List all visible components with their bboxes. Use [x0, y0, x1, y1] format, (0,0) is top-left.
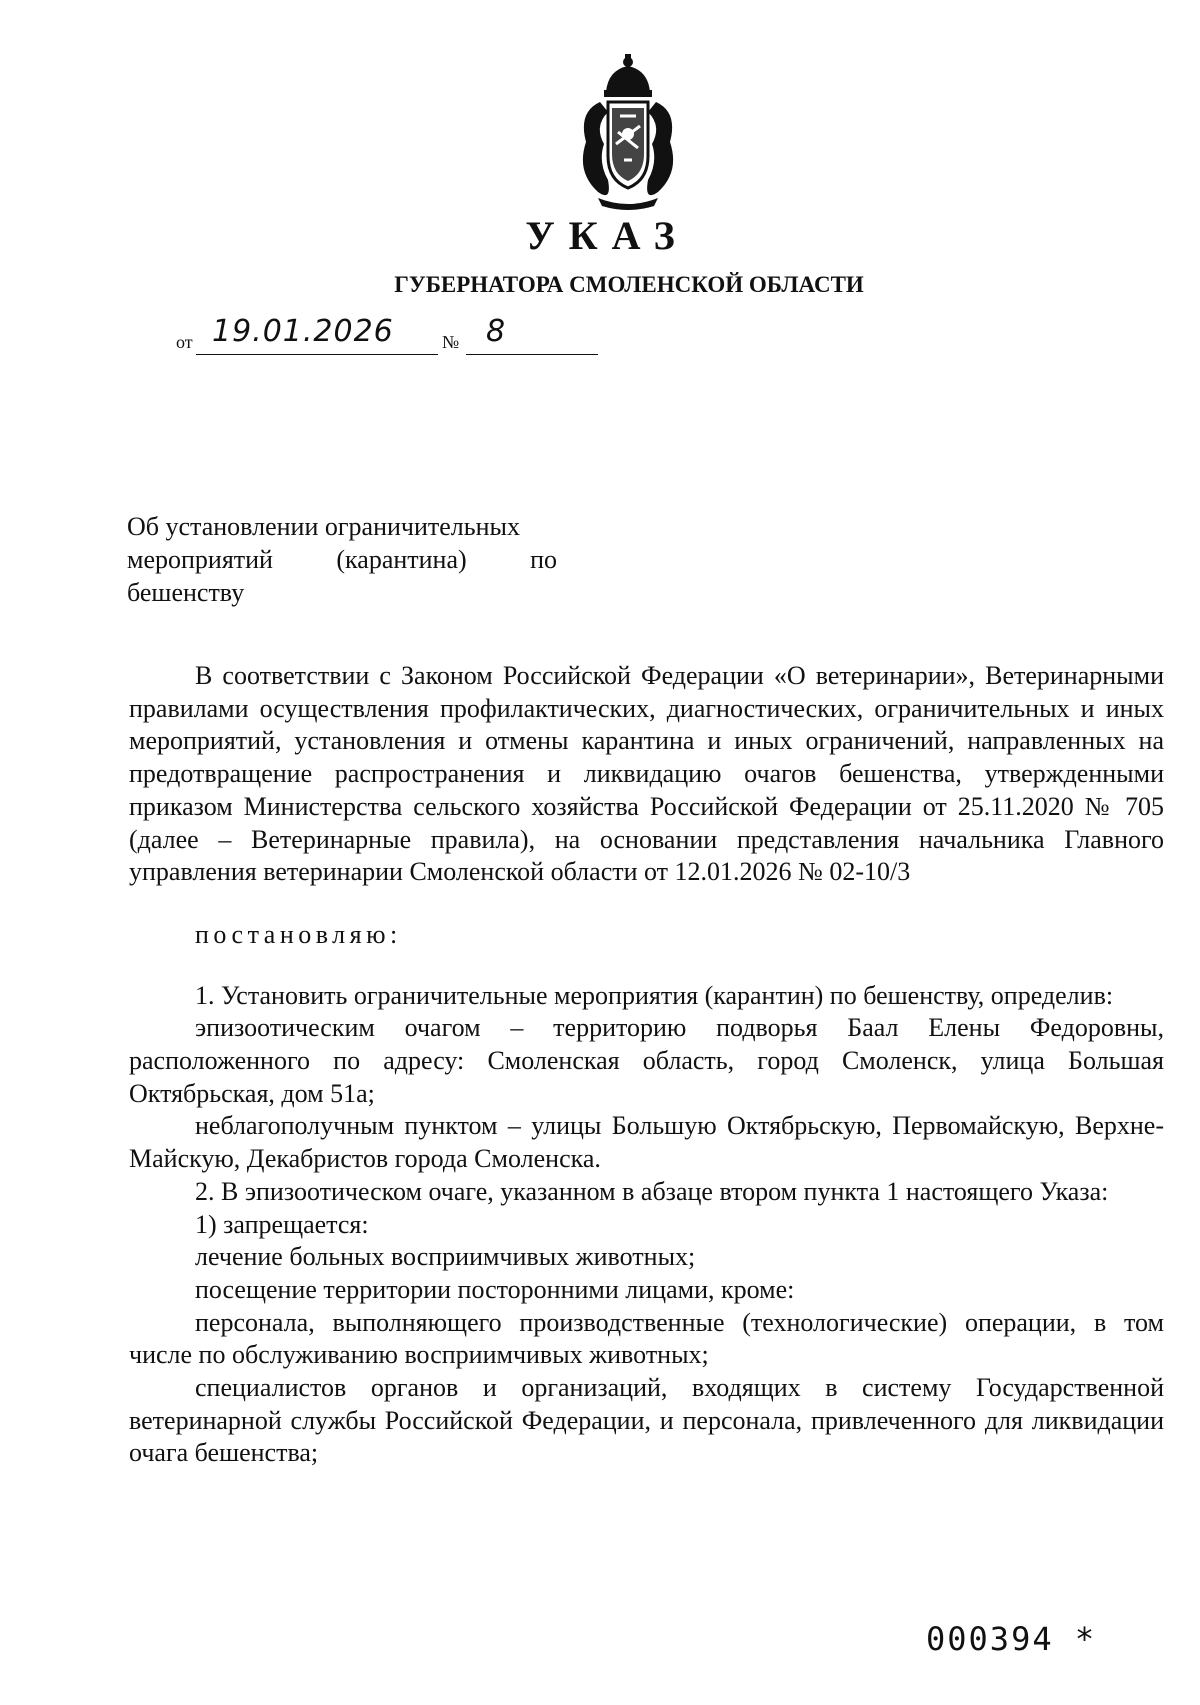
date-number-line [176, 314, 606, 362]
subject-line: Об установлении ограничительных [127, 512, 521, 541]
document-subtitle: ГУБЕРНАТОРА СМОЛЕНСКОЙ ОБЛАСТИ [394, 272, 864, 297]
subject-line: бешенству [127, 578, 245, 607]
preamble-paragraph: В соответствии с Законом Российской Федерации «О ветеринарии», Ветеринарными правилами осуществления профилактических, диагностических, ограничительных и иных мероприятий, установления и отмены карантина и иных ограничений, направленных на предотвращение распространения и ликвидацию очагов бешенства, утвержденными приказом Министерства сельского хозяйства Российской Федерации от 25.11.2020 № 705 (далее – Ветеринарные правила), на основании представления начальника Главного управления ветеринарии Смоленской области от 12.01.2026 № 02-10/3 [129, 661, 1164, 887]
handwritten-number: 8 [486, 314, 506, 349]
document-title: УКАЗ [525, 213, 689, 258]
date-underline [196, 354, 438, 355]
number-underline [466, 354, 598, 355]
clause-paragraph: посещение территории посторонними лицами, кроме: [195, 1274, 795, 1304]
serial-number: 000394 * [926, 1620, 1097, 1658]
resolve-word: постановляю: [195, 919, 402, 949]
document-body [129, 660, 1164, 1470]
number-prefix: № [442, 332, 460, 352]
date-prefix: от [176, 332, 193, 352]
clause-paragraph: 1) запрещается: [195, 1209, 369, 1239]
clause-paragraph: персонала, выполняющего производственные (технологические) операции, в том числе по обслуживанию восприимчивых животных; [129, 1307, 1164, 1370]
subject-line: мероприятий (карантина) по [127, 545, 557, 574]
smolensk-coat-of-arms-icon [568, 52, 688, 212]
handwritten-date: 19.01.2026 [212, 314, 394, 349]
clause-paragraph: 1. Установить ограничительные мероприятия (карантин) по бешенству, определив: [195, 980, 1114, 1010]
clause-paragraph: эпизоотическим очагом – территорию подворья Баал Елены Федоровны, расположенного по адресу: Смоленская область, город Смоленск, улица Большая Октябрьская, дом 51а; [129, 1013, 1164, 1108]
document-subject [127, 510, 557, 609]
clause-paragraph: 2. В эпизоотическом очаге, указанном в абзаце втором пункта 1 настоящего Указа: [195, 1176, 1109, 1206]
clause-paragraph: специалистов органов и организаций, входящих в систему Государственной ветеринарной службы Российской Федерации, и персонала, привлеченного для ликвидации очага бешенства; [129, 1373, 1164, 1468]
clause-paragraph: неблагополучным пунктом – улицы Большую Октябрьскую, Первомайскую, Верхне-Майскую, Декабристов города Смоленска. [129, 1111, 1164, 1174]
clause-paragraph: лечение больных восприимчивых животных; [195, 1242, 696, 1272]
